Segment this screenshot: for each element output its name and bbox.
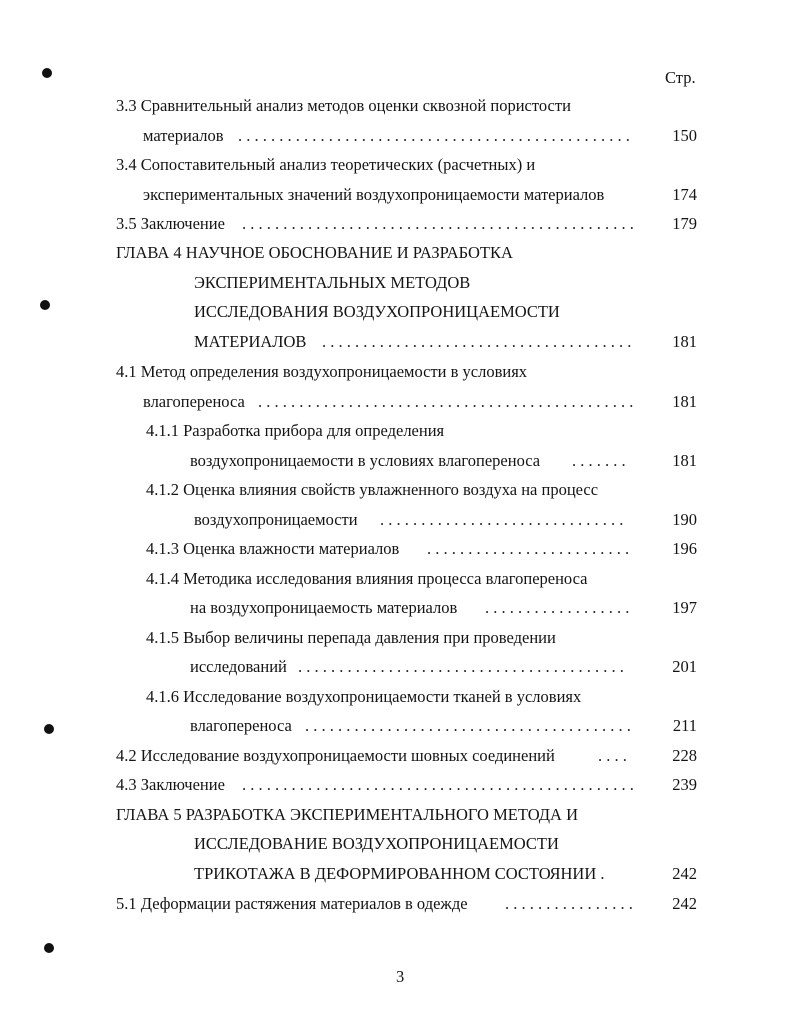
chapter-heading: ИССЛЕДОВАНИЯ ВОЗДУХОПРОНИЦАЕМОСТИ bbox=[194, 302, 560, 321]
toc-entry-text: 4.1 Метод определения воздухопроницаемости в условиях bbox=[116, 362, 528, 381]
toc-entry-text: влагопереноса bbox=[190, 716, 292, 735]
dot-leader bbox=[322, 330, 635, 354]
dot-leader bbox=[427, 537, 630, 561]
toc-page-number: 181 bbox=[672, 451, 697, 470]
page-label: Стр. bbox=[665, 68, 696, 87]
toc-entry-text: 4.1.5 Выбор величины перепада давления при проведении bbox=[146, 628, 556, 647]
toc-page-number: 242 bbox=[672, 894, 697, 913]
toc-page-number: 196 bbox=[672, 539, 697, 558]
toc-page-number: 190 bbox=[672, 510, 697, 529]
dot-leader bbox=[298, 655, 632, 679]
toc-entry-text: 4.1.2 Оценка влияния свойств увлажненного воздуха на процесс bbox=[146, 480, 599, 499]
toc-page-number: 197 bbox=[672, 598, 697, 617]
footer-page-number: 3 bbox=[396, 967, 405, 986]
dot-leader bbox=[242, 773, 635, 797]
toc-entry-text: исследований bbox=[190, 657, 287, 676]
toc-entry-text: влагопереноса bbox=[143, 392, 245, 411]
toc-entry-text: 4.1.4 Методика исследования влияния процесса влагопереноса bbox=[146, 569, 588, 588]
toc-page-number: 211 bbox=[672, 716, 697, 735]
toc-page-number: 239 bbox=[672, 775, 697, 794]
toc-page-number: 242 bbox=[672, 864, 697, 883]
dot-leader bbox=[572, 449, 630, 473]
dot-leader bbox=[485, 596, 630, 620]
chapter-heading: ГЛАВА 4 НАУЧНОЕ ОБОСНОВАНИЕ И РАЗРАБОТКА bbox=[116, 243, 513, 262]
dot-leader bbox=[242, 212, 635, 236]
chapter-heading: ТРИКОТАЖА В ДЕФОРМИРОВАННОМ СОСТОЯНИИ . bbox=[194, 864, 605, 883]
toc-entry-text: 4.1.1 Разработка прибора для определения bbox=[146, 421, 445, 440]
chapter-heading: МАТЕРИАЛОВ bbox=[194, 332, 307, 351]
toc-page-number: 181 bbox=[672, 332, 697, 351]
toc-page-number: 174 bbox=[672, 185, 697, 204]
dot-leader bbox=[238, 124, 635, 148]
toc-entry-text: экспериментальных значений воздухопроницаемости материалов bbox=[143, 185, 605, 204]
toc-page-number: 181 bbox=[672, 392, 697, 411]
toc-entry-text: материалов bbox=[143, 126, 224, 145]
toc-entry-text: 5.1 Деформации растяжения материалов в одежде bbox=[116, 894, 468, 913]
toc-entry-text: 3.5 Заключение bbox=[116, 214, 225, 233]
margin-mark-3 bbox=[44, 724, 54, 734]
toc-entry-text: 3.3 Сравнительный анализ методов оценки сквозной пористости bbox=[116, 96, 571, 115]
margin-mark-2 bbox=[40, 300, 50, 310]
dot-leader bbox=[598, 744, 635, 768]
toc-entry-text: воздухопроницаемости bbox=[194, 510, 358, 529]
dot-leader bbox=[258, 390, 635, 414]
dot-leader bbox=[305, 714, 635, 738]
toc-page-number: 150 bbox=[672, 126, 697, 145]
toc-page-number: 179 bbox=[672, 214, 697, 233]
dot-leader bbox=[380, 508, 630, 532]
chapter-heading: ЭКСПЕРИМЕНТАЛЬНЫХ МЕТОДОВ bbox=[194, 273, 471, 292]
dot-leader bbox=[505, 892, 635, 916]
toc-entry-text: 3.4 Сопоставительный анализ теоретических (расчетных) и bbox=[116, 155, 536, 174]
toc-entry-text: 4.1.6 Исследование воздухопроницаемости тканей в условиях bbox=[146, 687, 582, 706]
toc-entry-text: 4.2 Исследование воздухопроницаемости шовных соединений bbox=[116, 746, 555, 765]
toc-entry-text: 4.3 Заключение bbox=[116, 775, 225, 794]
toc-entry-text: на воздухопроницаемость материалов bbox=[190, 598, 458, 617]
toc-entry-text: 4.1.3 Оценка влажности материалов bbox=[146, 539, 400, 558]
chapter-heading: ИССЛЕДОВАНИЕ ВОЗДУХОПРОНИЦАЕМОСТИ bbox=[194, 834, 559, 853]
toc-entry-text: воздухопроницаемости в условиях влагопереноса bbox=[190, 451, 541, 470]
margin-mark-4 bbox=[44, 943, 54, 953]
chapter-heading: ГЛАВА 5 РАЗРАБОТКА ЭКСПЕРИМЕНТАЛЬНОГО МЕТОДА И bbox=[116, 805, 579, 824]
toc-page-number: 201 bbox=[672, 657, 697, 676]
margin-mark-1 bbox=[42, 68, 52, 78]
toc-page-number: 228 bbox=[672, 746, 697, 765]
